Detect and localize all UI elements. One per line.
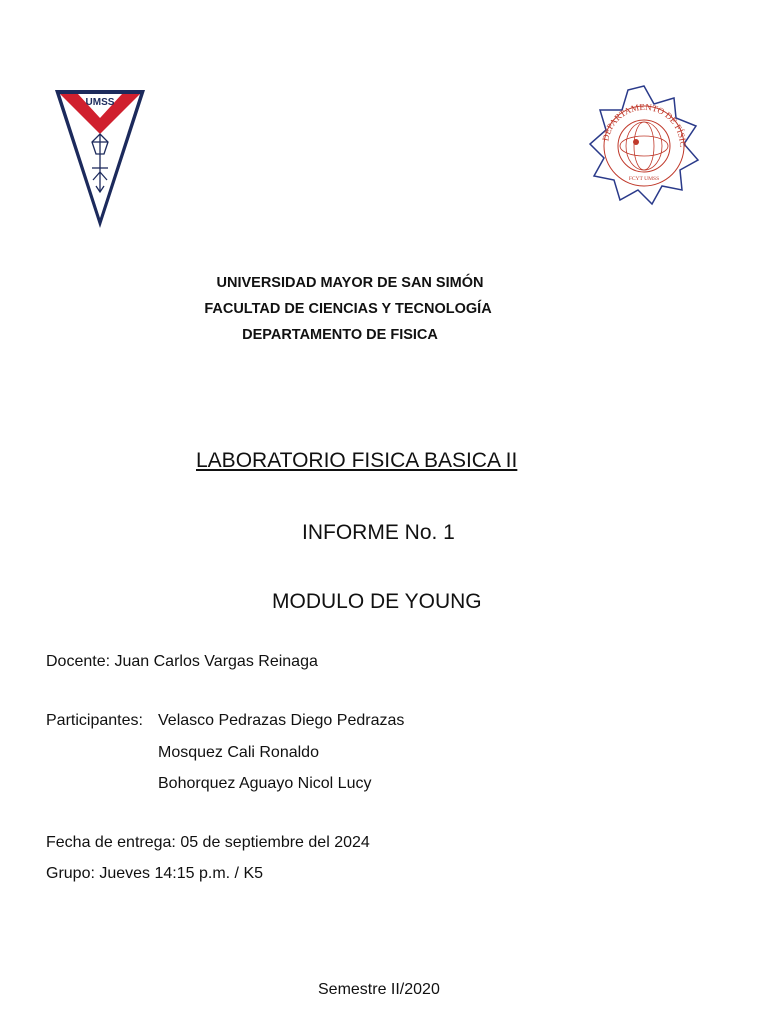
fisica-department-seal [586,82,702,210]
university-name: UNIVERSIDAD MAYOR DE SAN SIMÓN [216,275,484,291]
delivery-date-line: Fecha de entrega: 05 de septiembre del 2024 [46,834,370,851]
participants-label: Participantes: [46,712,143,729]
department-name: DEPARTAMENTO DE FISICA [242,327,438,343]
seal-bottom-text: FCYT UMSS [628,176,660,182]
report-number: INFORME No. 1 [302,521,455,544]
participant-name: Bohorquez Aguayo Nicol Lucy [158,775,372,792]
participant-name: Mosquez Cali Ronaldo [158,744,319,761]
docente-line: Docente: Juan Carlos Vargas Reinaga [46,653,318,670]
umss-logo [52,88,148,232]
seal-ring-text: DEPARTAMENTO DE FÍSIC [600,101,689,148]
group-line: Grupo: Jueves 14:15 p.m. / K5 [46,865,264,882]
umss-logo-text: UMSS [85,97,115,108]
faculty-name: FACULTAD DE CIENCIAS Y TECNOLOGÍA [204,301,492,317]
semester-line: Semestre II/2020 [318,981,440,998]
report-topic: MODULO DE YOUNG [272,590,482,613]
lab-title: LABORATORIO FISICA BASICA II [196,449,518,472]
participant-name: Velasco Pedrazas Diego Pedrazas [158,712,405,729]
